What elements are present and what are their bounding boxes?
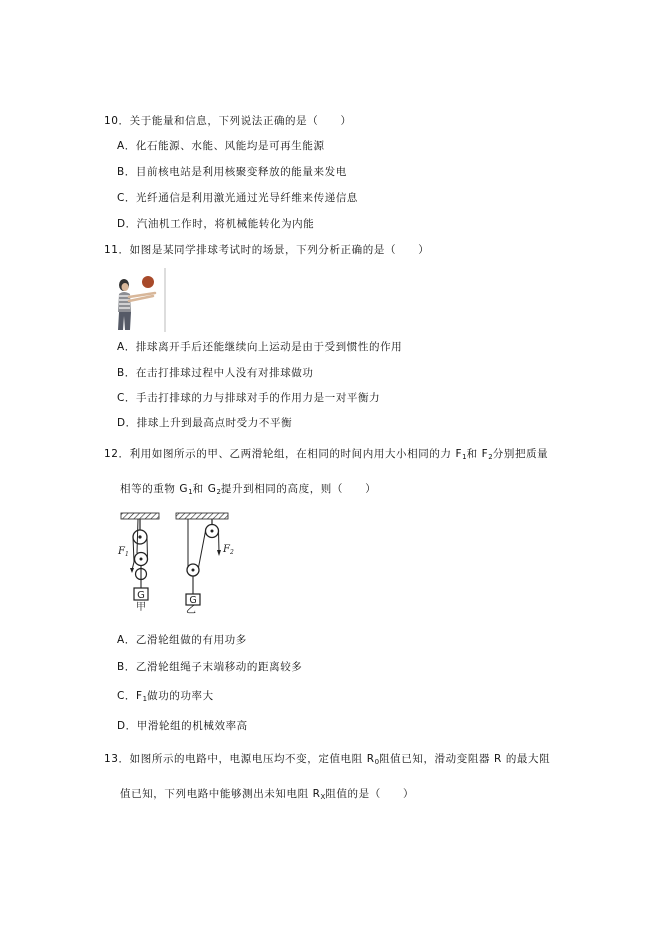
q10-option-d: D．汽油机工作时，将机械能转化为内能 bbox=[117, 218, 315, 230]
q12-option-c: C．$F_1$做功的功率大 bbox=[117, 690, 214, 703]
svg-text:G: G bbox=[189, 595, 197, 606]
q11-option-d: D．排球上升到最高点时受力不平衡 bbox=[117, 417, 293, 429]
q12-option-a: A．乙滑轮组做的有用功多 bbox=[117, 634, 247, 646]
q11-option-b: B．在击打排球过程中人没有对排球做功 bbox=[117, 367, 314, 379]
q10-option-c: C．光纤通信是利用激光通过光导纤维来传递信息 bbox=[117, 192, 359, 204]
q11-option-c: C．手击打排球的力与排球对手的作用力是一对平衡力 bbox=[117, 392, 381, 404]
q12-option-d: D．甲滑轮组的机械效率高 bbox=[117, 720, 248, 732]
q11-stem: 11．如图是某同学排球考试时的场景，下列分析正确的是（ ） bbox=[104, 244, 430, 256]
svg-text:F1: $F_1$ bbox=[118, 546, 129, 558]
pulley-systems-diagram bbox=[114, 510, 234, 613]
volleyball-icon bbox=[142, 276, 154, 288]
q10-option-a: A．化石能源、水能、风能均是可再生能源 bbox=[117, 140, 325, 152]
q12-option-b: B．乙滑轮组绳子末端移动的距离较多 bbox=[117, 661, 303, 673]
q11-option-a: A．排球离开手后还能继续向上运动是由于受到惯性的作用 bbox=[117, 341, 403, 353]
svg-text:F2: $F_2$ bbox=[223, 544, 234, 556]
q12-stem-line2: 相等的重物 $G_1$和 $G_2$提升到相同的高度，则（ ） bbox=[120, 483, 377, 496]
q10-option-b: B．目前核电站是利用核聚变释放的能量来发电 bbox=[117, 166, 347, 178]
svg-text:G: G bbox=[137, 590, 145, 601]
q13-stem-line1: 13．如图所示的电路中，电源电压均不变，定值电阻 $R_0$阻值已知，滑动变阻器 R 的最大阻 bbox=[104, 753, 551, 766]
volleyball-player-image bbox=[115, 268, 169, 332]
q10-stem: 10．关于能量和信息，下列说法正确的是（ ） bbox=[104, 115, 352, 127]
q13-stem-line2: 值已知，下列电路中能够测出未知电阻 $R_X$阻值的是（ ） bbox=[120, 788, 415, 801]
q12-stem-line1: 12．利用如图所示的甲、乙两滑轮组，在相同的时间内用大小相同的力 $F_1$和 $F_2$分别把质量 bbox=[104, 448, 549, 461]
figure-caption-right: 乙 bbox=[186, 605, 197, 616]
svg-text:甲: 甲 bbox=[136, 602, 146, 613]
